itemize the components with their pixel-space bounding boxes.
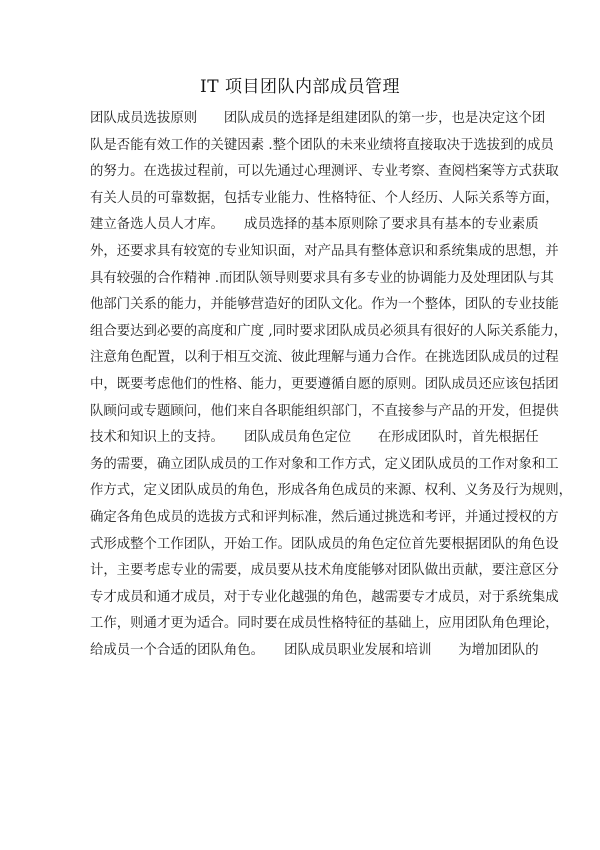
body-line: 团队成员选拔原则 团队成员的选择是组建团队的第一步，也是决定这个团 — [90, 111, 546, 126]
body-line: 他部门关系的能力，并能够营造好的团队文化。作为一个整体，团队的专业技能 — [90, 297, 559, 313]
body-line: 计，主要考虑专业的需要，成员要从技术角度能够对团队做出贡献，要注意区分 — [90, 563, 559, 579]
body-line: 确定各角色成员的选拔方式和评判标准，然后通过挑选和考评，并通过授权的方 — [90, 509, 559, 525]
body-line: 组合要达到必要的高度和广度 ,同时要求团队成员必须具有很好的人际关系能力， — [90, 323, 568, 339]
document-title: IT 项目团队内部成员管理 — [200, 77, 400, 97]
body-line: 注意角色配置，以利于相互交流、彼此理解与通力合作。在挑选团队成员的过程 — [90, 350, 559, 366]
body-line: 工作，则通才更为适合。同时要在成员性格特征的基础上，应用团队角色理论， — [90, 616, 559, 632]
body-line: 中，既要考虑他们的性格、能力，更要遵循自愿的原则。团队成员还应该包括团 — [90, 376, 559, 392]
body-line: 具有较强的合作精神 .而团队领导则要求具有多专业的协调能力及处理团队与其 — [90, 270, 554, 286]
body-line: 的努力。在选拔过程前，可以先通过心理测评、专业考察、查阅档案等方式获取 — [90, 164, 559, 180]
body-line: 队是否能有效工作的关键因素 .整个团队的未来业绩将直接取决于选拔到的成员 — [90, 137, 554, 153]
body-line: 队顾问或专题顾问，他们来自各职能组织部门，不直接参与产品的开发，但提供 — [90, 403, 559, 419]
body-line: 外，还要求具有较宽的专业知识面，对产品具有整体意识和系统集成的思想，并 — [90, 243, 559, 259]
body-line: 有关人员的可靠数据，包括专业能力、性格特征、个人经历、人际关系等方面， — [90, 190, 559, 206]
body-line: 给成员一个合适的团队角色。 团队成员职业发展和培训 为增加团队的 — [90, 642, 539, 658]
body-line: 技术和知识上的支持。 团队成员角色定位 在形成团队时，首先根据任 — [90, 430, 539, 446]
body-line: 式形成整个工作团队，开始工作。团队成员的角色定位首先要根据团队的角色设 — [90, 536, 559, 552]
body-line: 专才成员和通才成员，对于专业化越强的角色，越需要专才成员，对于系统集成 — [90, 589, 559, 605]
document-body — [90, 106, 573, 664]
body-line: 务的需要，确立团队成员的工作对象和工作方式，定义团队成员的工作对象和工 — [90, 456, 559, 472]
body-line: 作方式，定义团队成员的角色，形成各角色成员的来源、权利、义务及行为规则， — [90, 483, 573, 499]
body-line: 建立备选人员人才库。 成员选择的基本原则除了要求具有基本的专业素质 — [90, 217, 539, 233]
